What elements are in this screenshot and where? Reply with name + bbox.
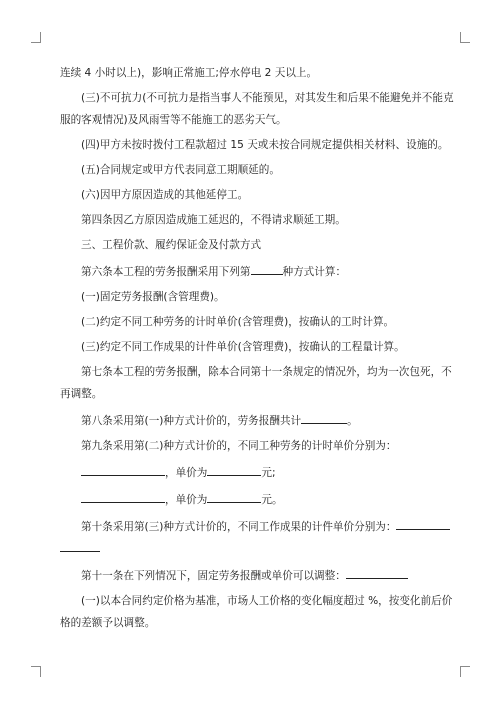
paragraph: (一)以本合同约定价格为基准，市场人工价格的变化幅度超过 %，按变化前后价 (81, 595, 453, 607)
paragraph: (四)甲方未按时拨付工程款超过 15 天或未按合同规定提供相关材料、设施的。 (81, 139, 449, 151)
paragraph: ，单价为 元; (60, 464, 440, 480)
document-body (60, 66, 454, 641)
crop-mark-top-right (460, 32, 470, 43)
paragraph: 第四条因乙方原因造成施工延迟的，不得请求顺延工期。 (81, 214, 346, 226)
paragraph: (六)因甲方原因造成的其他延停工。 (81, 189, 249, 201)
paragraph: 第九条采用第(二)种方式计价的，不同工种劳务的计时单价分别为： (81, 440, 397, 452)
crop-mark-bottom-left (31, 666, 41, 677)
paragraph: (三)不可抗力(不可抗力是指当事人不能预见，对其发生和后果不能避免并不能克 (81, 92, 454, 104)
paragraph: (五)合同规定或甲方代表同意工期顺延的。 (81, 164, 280, 176)
paragraph: 第八条采用第(一)种方式计价的，劳务报酬共计 。 (60, 412, 440, 428)
fill-blank (60, 540, 100, 552)
crop-mark-top-left (31, 32, 41, 43)
paragraph: (一)固定劳务报酬(含管理费)。 (81, 291, 225, 303)
fill-blank (251, 263, 283, 275)
crop-mark-bottom-right (460, 666, 470, 677)
paragraph (60, 540, 440, 556)
fill-blank (396, 518, 450, 530)
paragraph: 连续 4 小时以上)，影响正常施工;停水停电 2 天以上。 (60, 67, 318, 79)
paragraph: 第十一条在下列情况下，固定劳务报酬或单价可以调整： (60, 567, 440, 583)
paragraph: 格的差额予以调整。 (60, 617, 156, 629)
paragraph: (三)约定不同工作成果的计件单价(含管理费)，按确认的工程量计算。 (81, 341, 405, 353)
paragraph: ，单价为 元。 (60, 491, 440, 507)
fill-blank (207, 464, 261, 476)
paragraph: 服的客观情况)及风雨雪等不能施工的恶劣天气。 (60, 114, 287, 126)
paragraph: 第七条本工程的劳务报酬，除本合同第十一条规定的情况外，均为一次包死，不 (81, 366, 452, 378)
fill-blank (207, 491, 261, 503)
fill-blank (81, 491, 165, 503)
paragraph: 第十条采用第(三)种方式计价的，不同工作成果的计件单价分别为： (60, 518, 440, 534)
fill-blank (301, 412, 347, 424)
section-heading: 三、工程价款、履约保证金及付款方式 (81, 239, 262, 251)
fill-blank (346, 567, 408, 579)
paragraph: 再调整。 (60, 388, 103, 400)
paragraph: (二)约定不同工种劳务的计时单价(含管理费)，按确认的工时计算。 (81, 316, 395, 328)
paragraph: 第六条本工程的劳务报酬采用下列第 种方式计算： (60, 263, 440, 279)
fill-blank (81, 464, 165, 476)
